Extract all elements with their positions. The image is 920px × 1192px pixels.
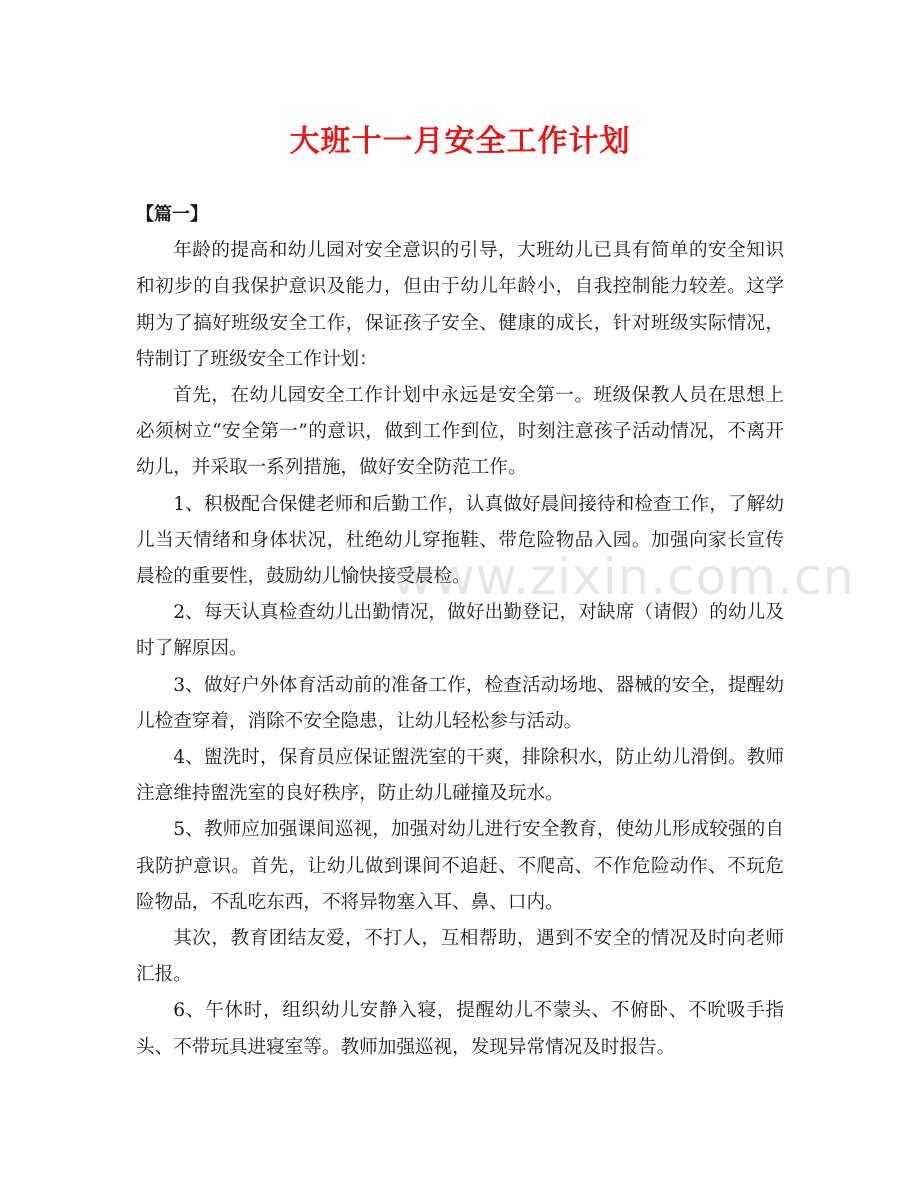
paragraph: 3、做好户外体育活动前的准备工作，检查活动场地、器械的安全，提醒幼儿检查穿着，消除不安全隐患，让幼儿轻松参与活动。: [136, 674, 784, 732]
paragraph: 年龄的提高和幼儿园对安全意识的引导，大班幼儿已具有简单的安全知识和初步的自我保护意识及能力，但由于幼儿年龄小，自我控制能力较差。这学期为了搞好班级安全工作，保证孩子安全、健康的成长，针对班级实际情况，特制订了班级安全工作计划：: [136, 240, 784, 370]
paragraph: 2、每天认真检查幼儿出勤情况，做好出勤登记，对缺席（请假）的幼儿及时了解原因。: [136, 602, 784, 660]
paragraph: 首先，在幼儿园安全工作计划中永远是安全第一。班级保教人员在思想上必须树立“安全第一”的意识，做到工作到位，时刻注意孩子活动情况，不离开幼儿，并采取一系列措施，做好安全防范工作。: [136, 385, 784, 479]
paragraph: 1、积极配合保健老师和后勤工作，认真做好晨间接待和检查工作，了解幼儿当天情绪和身体状况，杜绝幼儿穿拖鞋、带危险物品入园。加强向家长宣传晨检的重要性，鼓励幼儿愉快接受晨检。: [136, 493, 784, 588]
paragraph: 其次，教育团结友爱，不打人，互相帮助，遇到不安全的情况及时向老师汇报。: [136, 928, 784, 986]
document-body: [136, 197, 784, 1066]
paragraph: 4、盥洗时，保育员应保证盥洗室的干爽，排除积水，防止幼儿滑倒。教师注意维持盥洗室的良好秩序，防止幼儿碰撞及玩水。: [136, 747, 784, 805]
section-label: 【篇一】: [136, 204, 208, 225]
document-title: 大班十一月安全工作计划: [289, 124, 631, 159]
paragraph: 6、午休时，组织幼儿安静入寝，提醒幼儿不蒙头、不俯卧、不吮吸手指头、不带玩具进寝室等。教师加强巡视，发现异常情况及时报告。: [136, 1000, 784, 1058]
watermark: www.zixin.com.cn: [392, 548, 856, 606]
paragraph: 5、教师应加强课间巡视，加强对幼儿进行安全教育，使幼儿形成较强的自我防护意识。首先，让幼儿做到课间不追赶、不爬高、不作危险动作、不玩危险物品，不乱吃东西，不将异物塞入耳、鼻、口内。: [136, 819, 784, 913]
